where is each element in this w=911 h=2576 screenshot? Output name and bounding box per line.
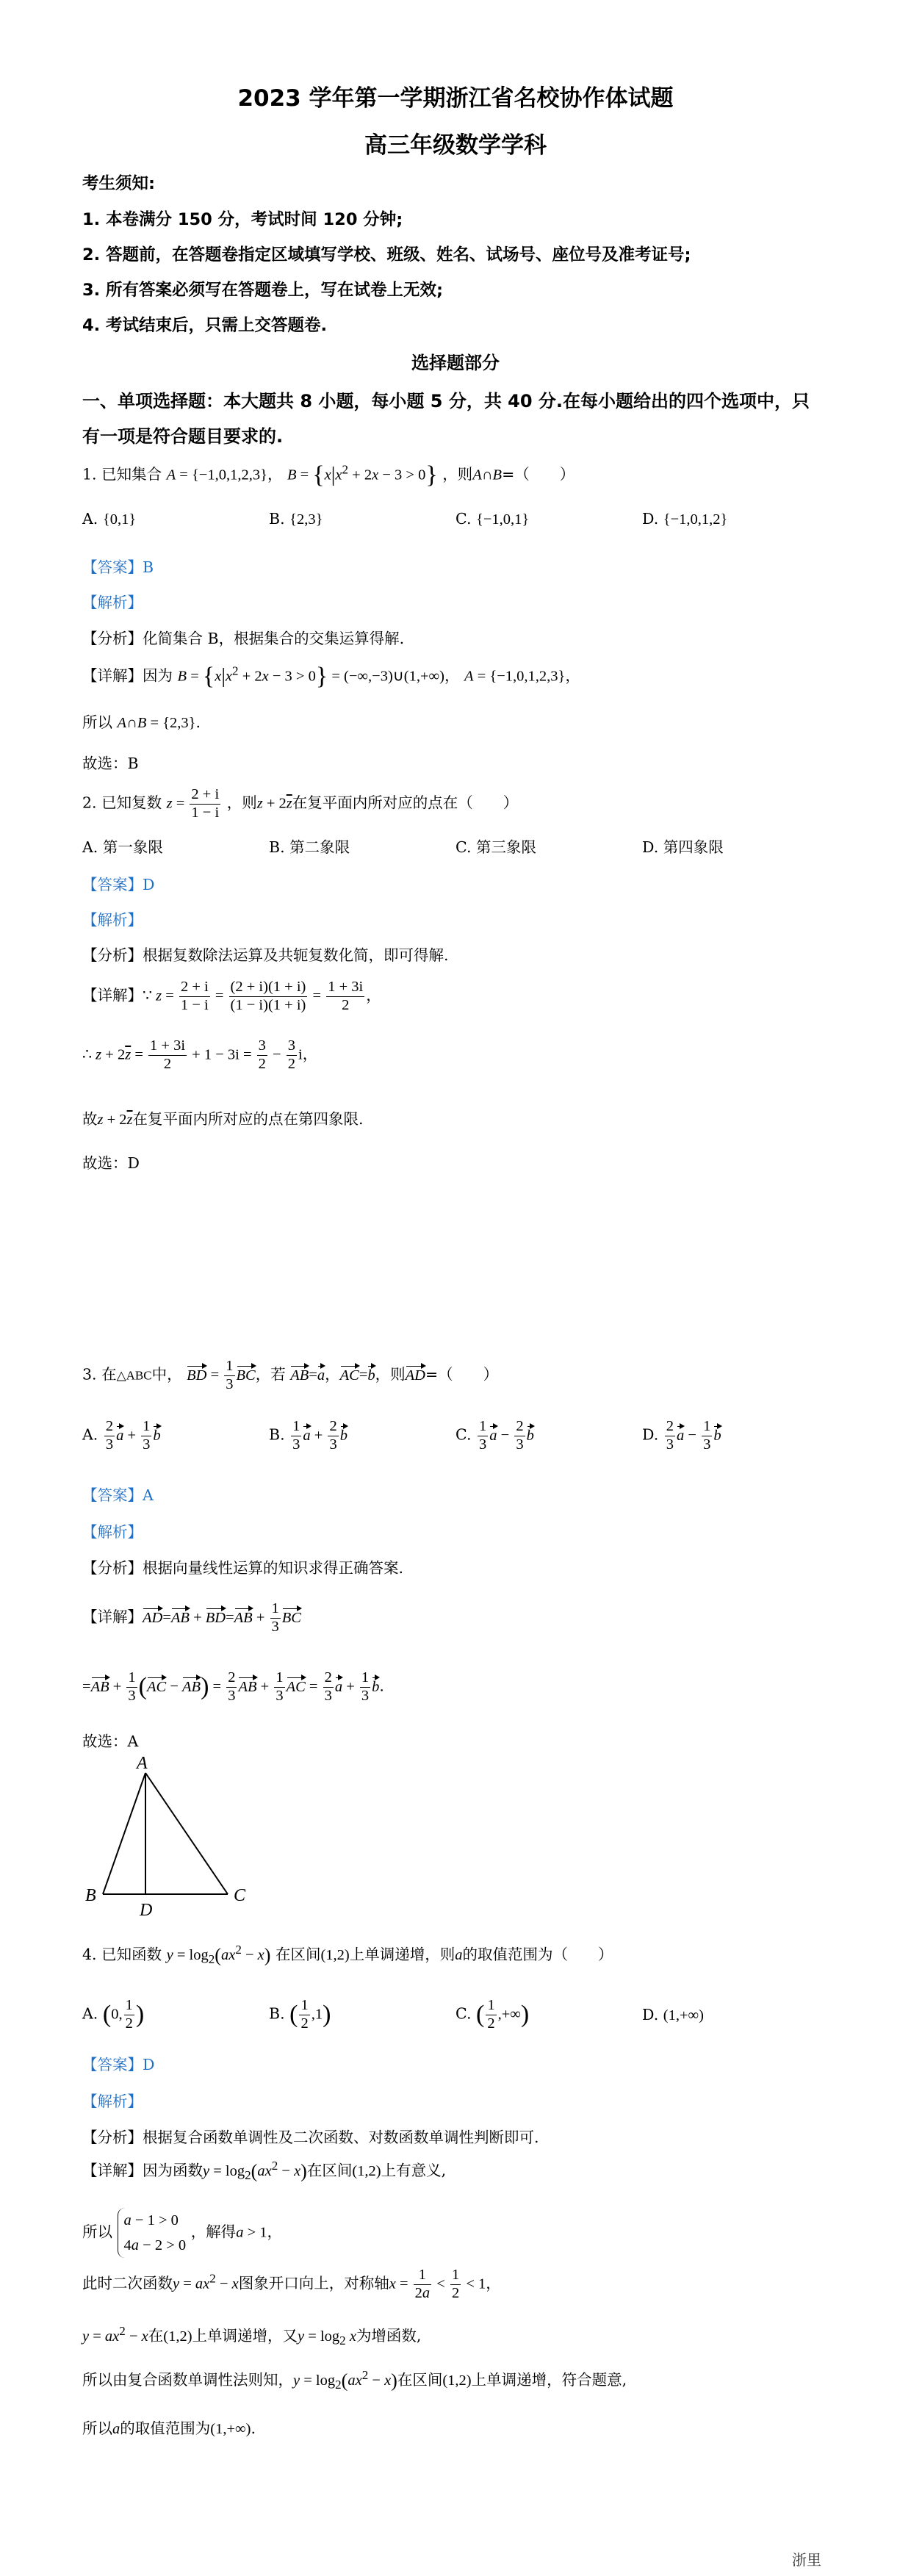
side-ab xyxy=(103,1773,145,1894)
q1-option-b: B. {2,3} xyxy=(269,510,323,528)
q1-analysis: 【分析】化简集合 B，根据集合的交集运算得解. xyxy=(82,630,405,647)
q4-detail-5: 所以由复合函数单调性法则知，$y = \log_2(ax^2 - x)$在区间(1,2)上单调递增，符合题意, xyxy=(82,2368,627,2392)
q3-option-a: A. $\frac{2}{3}$ a + $\frac{1}{3}$ b xyxy=(82,1418,161,1453)
q1-analysis-tag: 【解析】 xyxy=(82,594,143,611)
q4-analysis-tag: 【解析】 xyxy=(82,2093,143,2110)
q3-stem: 3. 在△ABC中， BD = $\frac{1}{3}$ BC，若 AB=a，AC=b，则AD=（ ） xyxy=(82,1358,499,1392)
q4-detail-3: 此时二次函数$y = ax^2 - x$图象开口向上，对称轴x = $\frac{1}{2a}$ < $\frac{1}{2}$ < 1， xyxy=(82,2267,501,2301)
q3-detail: 【详解】AD=AB + BD=AB + $\frac{1}{3}$ BC xyxy=(82,1600,301,1635)
q4-analysis: 【分析】根据复合函数单调性及二次函数、对数函数单调性判断即可. xyxy=(82,2129,539,2146)
q3-conclusion: 故选：A xyxy=(82,1733,139,1750)
q1-so: 所以 A∩B = {2,3}. xyxy=(82,713,201,731)
page-subtitle: 高三年级数学学科 xyxy=(364,132,547,159)
q2-analysis: 【分析】根据复数除法运算及共轭复数化简，即可得解. xyxy=(82,946,449,964)
notice-item: 2. 答题前，在答题卷指定区域填写学校、班级、姓名、试场号、座位号及准考证号; xyxy=(82,245,691,265)
q4-result: 所以a的取值范围为(1,+∞). xyxy=(82,2420,256,2437)
q4-detail-4: $y = ax^2 - x$在(1,2)上单调递增，又$y = \log_2 x$为增函数, xyxy=(82,2324,422,2348)
q1-option-c: C. {−1,0,1} xyxy=(455,510,530,528)
q3-detail-2: =AB + $\frac{1}{3}$ (AC − AB) = $\frac{2}{3}$ AB + $\frac{1}{3}$ AC = $\frac{2}{3}$ a + $\frac{1}{3}$ b. xyxy=(82,1669,384,1704)
q1-option-d: D. {−1,0,1,2} xyxy=(642,510,728,528)
label-b: B xyxy=(85,1886,96,1905)
q2-option-b: B. 第二象限 xyxy=(269,838,350,856)
notice-item: 4. 考试结束后，只需上交答题卷. xyxy=(82,316,328,335)
label-a: A xyxy=(137,1754,148,1773)
label-c: C xyxy=(234,1886,246,1905)
q4-option-a: A. (0, $\frac{1}{2}$ ) xyxy=(82,1997,145,2032)
notice-item: 1. 本卷满分 150 分，考试时间 120 分钟; xyxy=(82,210,403,229)
q1-option-a: A. {0,1} xyxy=(82,510,137,528)
q3-analysis: 【分析】根据向量线性运算的知识求得正确答案. xyxy=(82,1559,404,1577)
section-intro: 有一项是符合题目要求的. xyxy=(82,426,284,447)
footer-watermark: 浙里 xyxy=(792,2551,821,2569)
q3-option-b: B. $\frac{1}{3}$ a + $\frac{2}{3}$ b xyxy=(269,1418,348,1453)
q2-conclusion: 故选：D xyxy=(82,1154,140,1172)
q1-conclusion: 故选：B xyxy=(82,755,139,772)
notice-item: 3. 所有答案必须写在答题卷上，写在试卷上无效; xyxy=(82,281,444,300)
q4-answer: 【答案】D xyxy=(82,2056,155,2073)
q4-system: 所以 a − 1 > 0 4a − 2 > 0 ，解得a > 1， xyxy=(82,2208,282,2258)
side-ac xyxy=(145,1773,228,1894)
q4-option-c: C. ( $\frac{1}{2}$ ,+∞) xyxy=(455,1997,530,2032)
q2-detail: 【详解】∵ z = $\frac{2 + i}{1 - i}$ = $\frac{(2 + i)(1 + i)}{(1 - i)(1 + i)}$ = $\frac{1 + 3i}{2}$ ， xyxy=(82,979,381,1013)
q3-analysis-tag: 【解析】 xyxy=(82,1523,143,1541)
q1-detail: 【详解】因为 $B = \{x|x^2 + 2x - 3 > 0\}$ = (−∞,−3)∪(1,+∞)， A = {−1,0,1,2,3}， xyxy=(82,663,580,690)
q4-detail: 【详解】因为函数$y = \log_2(ax^2 - x)$在区间(1,2)上有意义, xyxy=(82,2159,447,2183)
q2-detail-2: ∴ $z + 2\overline{z}$ = $\frac{1 + 3i}{2}$ + 1 − 3i = $\frac{3}{2}$ − $\frac{3}{2}$ i， xyxy=(82,1037,318,1072)
q2-answer: 【答案】D xyxy=(82,876,155,893)
q2-analysis-tag: 【解析】 xyxy=(82,911,143,929)
q1-answer: 【答案】B xyxy=(82,558,154,576)
q4-stem: 4. 已知函数 $y = \log_2(ax^2 - x)$ 在区间(1,2)上单调递增，则a的取值范围为（ ） xyxy=(82,1943,613,1967)
q3-option-d: D. $\frac{2}{3}$ a − $\frac{1}{3}$ b xyxy=(642,1418,721,1453)
q2-option-a: A. 第一象限 xyxy=(82,838,163,856)
q4-option-b: B. ( $\frac{1}{2}$ ,1) xyxy=(269,1997,331,2032)
q2-gu: 故$z + 2\overline{z}$在复平面内所对应的点在第四象限. xyxy=(82,1110,364,1128)
label-d: D xyxy=(140,1901,153,1920)
q2-stem: 2. 已知复数 z = $\frac{2 + i}{1 - i}$ ，则$z + 2\overline{z}$在复平面内所对应的点在（ ） xyxy=(82,786,519,821)
notice-heading: 考生须知: xyxy=(82,174,155,193)
q1-stem: 1. 已知集合 A = {−1,0,1,2,3}， $B = \{x|x^2 + 2x - 3 > 0\}$ ，则A∩B=（ ） xyxy=(82,461,575,489)
section-title: 选择题部分 xyxy=(411,353,500,373)
section-intro: 一、单项选择题：本大题共 8 小题，每小题 5 分，共 40 分.在每小题给出的四个选项中，只 xyxy=(82,391,810,411)
page-title: 2023 学年第一学期浙江省名校协作体试题 xyxy=(237,85,674,112)
q2-option-d: D. 第四象限 xyxy=(642,838,724,856)
q3-answer: 【答案】A xyxy=(82,1486,154,1504)
triangle-figure xyxy=(81,1752,272,1929)
q4-option-d: D. (1,+∞) xyxy=(642,2006,704,2023)
q3-option-c: C. $\frac{1}{3}$ a − $\frac{2}{3}$ b xyxy=(455,1418,534,1453)
q2-option-c: C. 第三象限 xyxy=(455,838,536,856)
